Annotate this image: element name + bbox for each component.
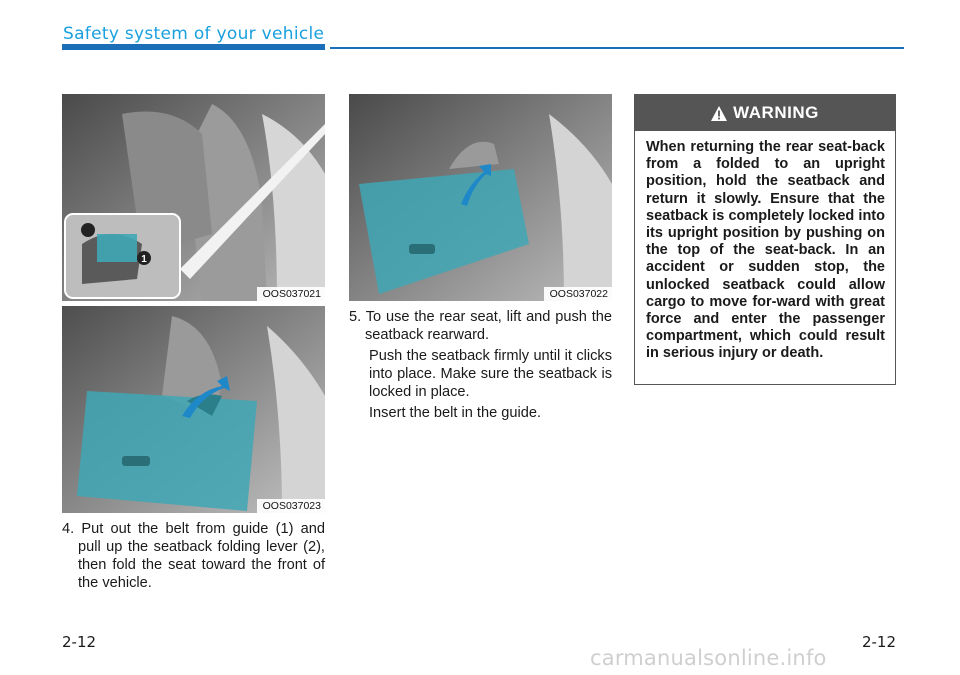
photo-seat-release [62,94,325,301]
photo-seat-folded [62,306,325,513]
header-rule-thin [330,47,904,49]
page-number-left: 2-12 [62,633,97,651]
section-title: Safety system of your vehicle [63,24,325,44]
warning-title: WARNING [733,103,819,122]
page-number-right: 2-12 [861,633,896,651]
callout-1-label: 1 [141,254,147,265]
photo-code: OOS037022 [544,287,612,301]
warning-body: When returning the rear seat-back from a folded to an upright position, hold the seatback and return it slowly. Ensure that the seatback is completely locked into its upright position by pushing on the top of the seat-back. In an accident or sudden stop, the unlocked seatback could allow cargo to move for-ward with great force and enter the passenger compartment, which could result in serious injury or death. [646,139,885,362]
warning-header [635,95,895,131]
step-5-text: 5. To use the rear seat, lift and push the seatback rearward. [349,309,612,343]
seat-illustration [62,94,325,301]
step-4-text: 4. Put out the belt from guide (1) and pull up the seatback folding lever (2), then fold the seat toward the front of the vehicle. [62,521,325,591]
watermark: carmanualsonline.info [590,646,827,670]
seat-illustration [62,306,325,513]
photo-seat-lift [349,94,612,301]
header-rule-thick [62,44,325,50]
step-5-sub-1: Push the seatback firmly until it clicks into place. Make sure the seatback is locked in place. [369,348,612,400]
photo-code: OOS037023 [257,499,325,513]
step-4 [62,520,325,592]
warning-triangle-icon [711,106,727,121]
photo-code: OOS037021 [257,287,325,301]
step-5 [349,308,612,422]
warning-box [634,94,896,385]
seat-illustration [349,94,612,301]
step-5-sub-2: Insert the belt in the guide. [369,405,541,421]
callout-2-marker [81,223,95,237]
